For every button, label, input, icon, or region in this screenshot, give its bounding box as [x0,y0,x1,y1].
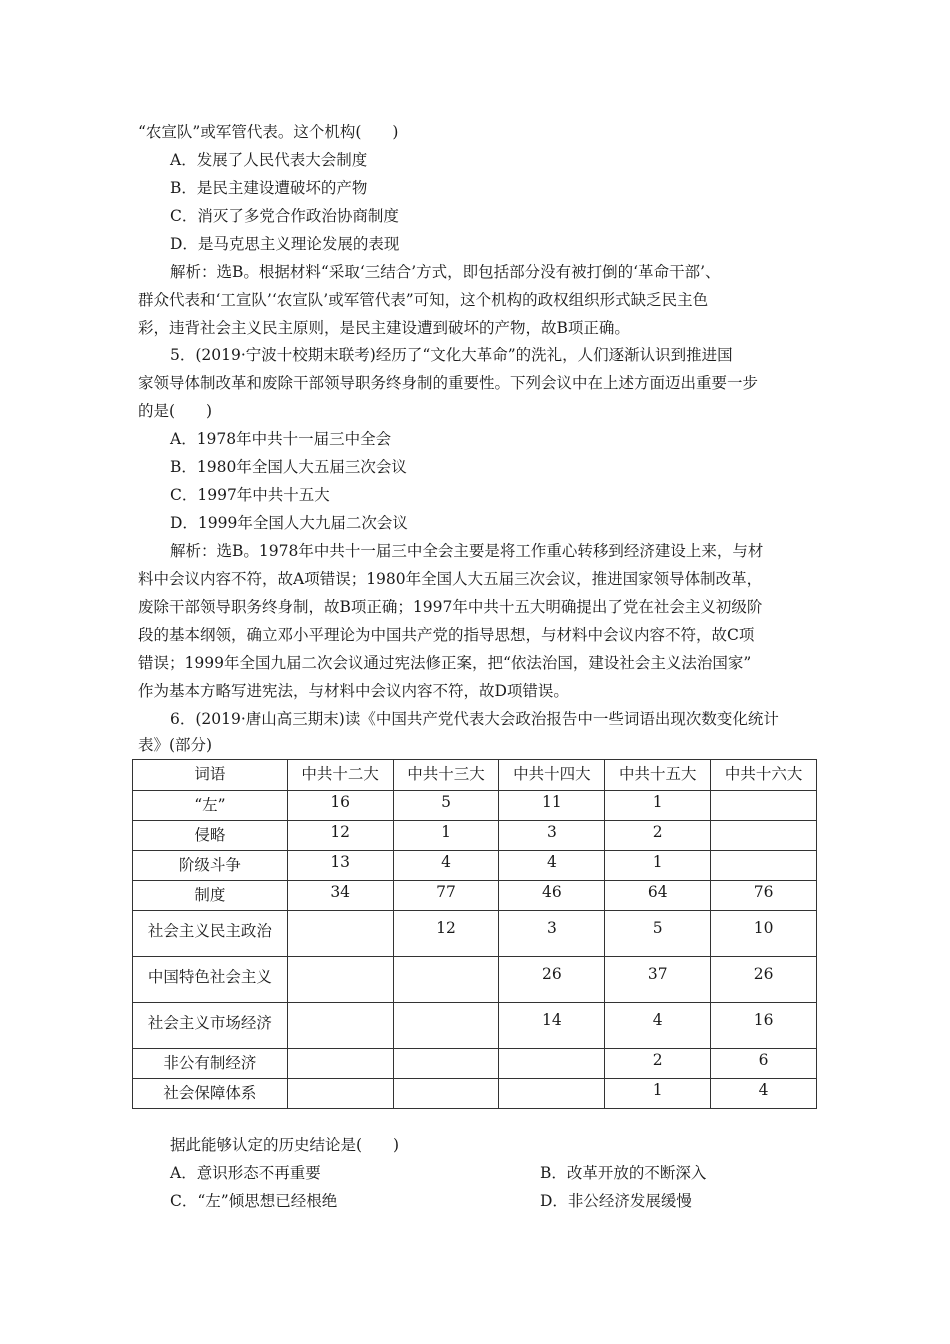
q5-analysis-line-1: 解析：选B。1978年中共十一届三中全会主要是将工作重心转移到经济建设上来，与材 [170,542,764,560]
q6-stem-line-1: 6．(2019·唐山高三期末)读《中国共产党代表大会政治报告中一些词语出现次数变化统计 [170,710,779,728]
table-cell: 4 [499,851,605,881]
table-cell: 社会主义市场经济 [133,1003,288,1049]
q6-question: 据此能够认定的历史结论是( ) [170,1136,400,1154]
table-header-cell: 中共十二大 [287,760,393,791]
table-cell: 4 [393,851,499,881]
table-cell: 1 [605,851,711,881]
table-cell: 阶级斗争 [133,851,288,881]
q6-option-c: C．“左”倾思想已经根绝 [170,1192,338,1210]
table-cell: 34 [287,881,393,911]
q5-option-b: B．1980年全国人大五届三次会议 [170,458,407,476]
q5-stem-line-1: 5．(2019·宁波十校期末联考)经历了“文化大革命”的洗礼，人们逐渐认识到推进国 [170,346,733,364]
table-row [133,1003,817,1049]
table-cell [711,791,817,821]
table-cell: 非公有制经济 [133,1049,288,1079]
q4-option-d: D．是马克思主义理论发展的表现 [170,235,400,253]
table-cell: 社会保障体系 [133,1079,288,1109]
table-row [133,957,817,1003]
table-cell [711,821,817,851]
table-cell [287,911,393,957]
table-cell: 37 [605,957,711,1003]
q5-option-c: C．1997年中共十五大 [170,486,330,504]
table-cell: 14 [499,1003,605,1049]
word-frequency-table [132,759,817,1109]
table-cell: 3 [499,911,605,957]
table-cell: 4 [605,1003,711,1049]
table-cell: 5 [393,791,499,821]
table-header-row [133,760,817,791]
table-cell: 77 [393,881,499,911]
table-cell: 12 [287,821,393,851]
table-row [133,881,817,911]
table-cell: 26 [711,957,817,1003]
table-cell: 64 [605,881,711,911]
table-cell: 46 [499,881,605,911]
table-row [133,1079,817,1109]
q4-analysis-line-2: 群众代表和‘工宣队’‘农宣队’或军管代表”可知，这个机构的政权组织形式缺乏民主色 [138,291,709,309]
table-cell [287,1079,393,1109]
table-cell: 社会主义民主政治 [133,911,288,957]
table-cell: 1 [605,791,711,821]
table-row [133,851,817,881]
q5-option-a: A．1978年中共十一届三中全会 [170,430,392,448]
table-header-cell: 中共十四大 [499,760,605,791]
table-cell: 5 [605,911,711,957]
table-cell: 1 [393,821,499,851]
table-cell: 侵略 [133,821,288,851]
q5-stem-line-3: 的是( ) [138,402,213,420]
table-cell [287,1003,393,1049]
table-header-cell: 中共十三大 [393,760,499,791]
table-cell [711,851,817,881]
table-header-cell: 中共十六大 [711,760,817,791]
table-cell: 6 [711,1049,817,1079]
table-cell: 中国特色社会主义 [133,957,288,1003]
table-row [133,1049,817,1079]
table-row [133,821,817,851]
table-cell [393,1049,499,1079]
table-cell: 12 [393,911,499,957]
table-cell: 13 [287,851,393,881]
table-cell: 11 [499,791,605,821]
table-row [133,911,817,957]
q5-analysis-line-5: 错误；1999年全国九届二次会议通过宪法修正案，把“依法治国，建设社会主义法治国家” [138,654,752,672]
q4-option-a: A．发展了人民代表大会制度 [170,151,368,169]
q5-option-d: D．1999年全国人大九届二次会议 [170,514,408,532]
table-cell: 4 [711,1079,817,1109]
table-cell [499,1079,605,1109]
q6-option-a: A．意识形态不再重要 [170,1164,321,1182]
table-cell: 2 [605,1049,711,1079]
table-cell: “左” [133,791,288,821]
q5-analysis-line-3: 废除干部领导职务终身制，故B项正确；1997年中共十五大明确提出了党在社会主义初级阶 [138,598,763,616]
table-cell: 10 [711,911,817,957]
q6-stem-line-2: 表》(部分) [138,736,213,754]
table-cell: 26 [499,957,605,1003]
q5-analysis-line-6: 作为基本方略写进宪法，与材料中会议内容不符，故D项错误。 [138,682,569,700]
table-cell: 16 [287,791,393,821]
q5-stem-line-2: 家领导体制改革和废除干部领导职务终身制的重要性。下列会议中在上述方面迈出重要一步 [138,374,759,392]
table-cell: 制度 [133,881,288,911]
table-cell [287,957,393,1003]
table-cell [393,957,499,1003]
table-cell: 2 [605,821,711,851]
q5-analysis-line-4: 段的基本纲领，确立邓小平理论为中国共产党的指导思想，与材料中会议内容不符，故C项 [138,626,755,644]
q4-analysis-line-3: 彩，违背社会主义民主原则，是民主建设遭到破坏的产物，故B项正确。 [138,319,630,337]
table-cell [499,1049,605,1079]
q4-option-b: B．是民主建设遭破坏的产物 [170,179,368,197]
q4-stem-tail: “农宣队”或军管代表。这个机构( ) [138,123,399,141]
table-cell [393,1079,499,1109]
q5-analysis-line-2: 料中会议内容不符，故A项错误；1980年全国人大五届三次会议，推进国家领导体制改革， [138,570,763,588]
table-cell: 3 [499,821,605,851]
table-row [133,791,817,821]
table-cell: 1 [605,1079,711,1109]
q4-option-c: C．消灭了多党合作政治协商制度 [170,207,399,225]
q6-option-d: D．非公经济发展缓慢 [540,1192,692,1210]
q6-option-b: B．改革开放的不断深入 [540,1164,707,1182]
table-header-cell: 词语 [133,760,288,791]
table-cell: 76 [711,881,817,911]
q4-analysis-line-1: 解析：选B。根据材料“采取‘三结合’方式，即包括部分没有被打倒的‘革命干部’、 [170,263,721,281]
table-cell [287,1049,393,1079]
table-header-cell: 中共十五大 [605,760,711,791]
table-cell [393,1003,499,1049]
table-cell: 16 [711,1003,817,1049]
